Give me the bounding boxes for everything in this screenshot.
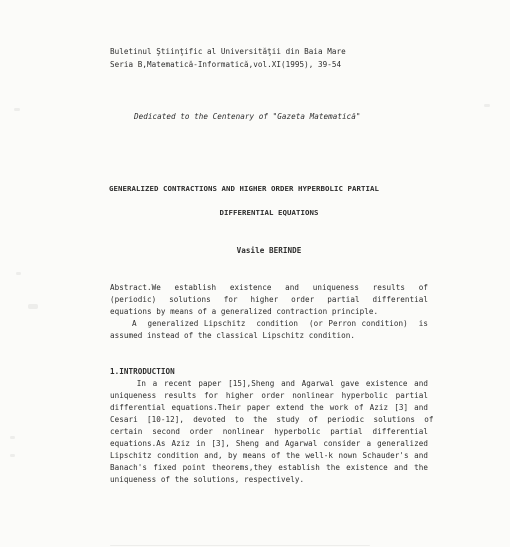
scan-artifact <box>484 104 490 107</box>
scan-artifact <box>14 108 20 111</box>
dedication: Dedicated to the Centenary of "Gazeta Matematică" <box>134 112 361 121</box>
paper-title-line1: GENERALIZED CONTRACTIONS AND HIGHER ORDER HYPERBOLIC PARTIAL <box>109 184 379 193</box>
body-line: differential equations.Their paper extend the work of Aziz [3] and <box>110 403 428 412</box>
scan-artifact <box>16 272 21 275</box>
scan-artifact <box>110 545 370 546</box>
body-line: uniqueness of the solutions, respectively. <box>110 475 305 484</box>
body-line: certain second order nonlinear hyperbolic partial differential <box>110 427 428 436</box>
body-line: Cesari [10-12], devoted to the study of periodic solutions of <box>110 415 434 424</box>
journal-header-line1: Buletinul Ştiinţific al Universităţii din Baia Mare <box>110 47 346 56</box>
abstract-line4: A generalized Lipschitz condition (or Perron condition) is <box>110 319 428 328</box>
abstract-line1: Abstract.We establish existence and uniqueness results of <box>110 283 428 292</box>
scan-artifact <box>28 304 38 309</box>
body-line: equations.As Aziz in [3], Sheng and Agarwal consider a generalized <box>110 439 428 448</box>
body-line: uniqueness results for higher order nonlinear hyperbolic partial <box>110 391 428 400</box>
author: Vasile BERINDE <box>236 246 302 255</box>
paper-title-line2: DIFFERENTIAL EQUATIONS <box>219 208 319 217</box>
body-line: Banach's fixed point theorems,they establish the existence and the <box>110 463 428 472</box>
abstract-line5: assumed instead of the classical Lipschitz condition. <box>110 331 355 340</box>
abstract-line3: equations by means of a generalized contraction principle. <box>110 307 379 316</box>
section-heading: 1.INTRODUCTION <box>110 367 175 376</box>
scan-artifact <box>10 436 15 439</box>
abstract-line2: (periodic) solutions for higher order partial differential <box>110 295 428 304</box>
scan-artifact <box>10 454 15 457</box>
body-line: In a recent paper [15],Sheng and Agarwal gave existence and <box>110 379 428 388</box>
journal-header-line2: Seria B,Matematică-Informatică,vol.XI(1995), 39-54 <box>110 60 342 69</box>
body-line: Lipschitz condition and, by means of the well-k nown Schauder's and <box>110 451 428 460</box>
